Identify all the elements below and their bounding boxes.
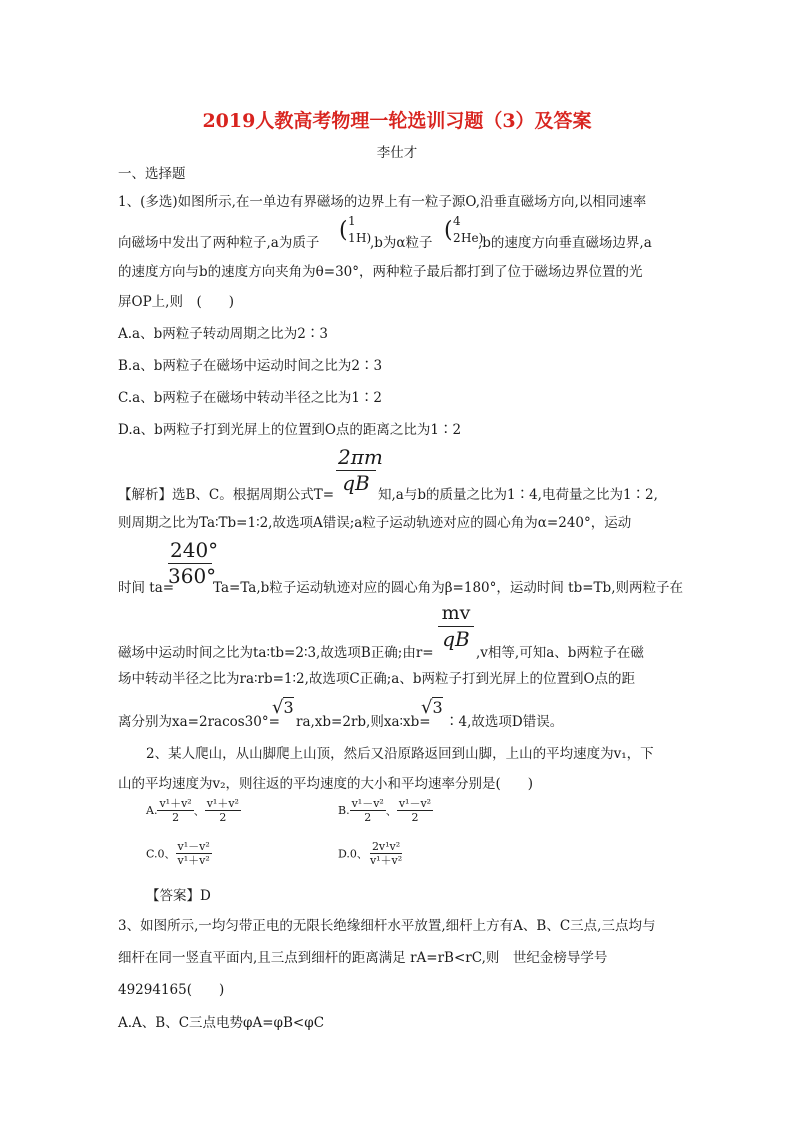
q1-line-2b: ,b为α粒子 xyxy=(370,235,433,251)
q2-option-b: B. $\frac{\text{v¹－v²}}{2}$ 、 $\frac{\text{v¹－v²}}{2}$ xyxy=(338,797,432,824)
q1-option-c: C.a、b两粒子在磁场中转动半径之比为1∶2 xyxy=(118,390,383,406)
q1-line-1: 1、(多选)如图所示,在一单边有界磁场的边界上有一粒子源O,沿垂直磁场方向,以相同速率 xyxy=(118,194,647,210)
element-symbol: He) xyxy=(461,231,484,245)
author-name: 李仕才 xyxy=(376,145,418,161)
q3-line-3: 49294165( ) xyxy=(118,982,225,998)
analysis-line-5: 场中转动半径之比为ra∶rb=1∶2,故选项C正确;a、b两粒子打到光屏上的位置到O点的距 xyxy=(118,671,636,687)
fraction-denominator: 360° xyxy=(168,564,217,588)
analysis-line-4a: 磁场中运动时间之比为ta∶tb=2∶3,故选项B正确;由r= xyxy=(118,645,434,661)
q1-line-4: 屏OP上,则 ( ) xyxy=(118,294,234,310)
q1-line-2a: 向磁场中发出了两种粒子,a为质子 xyxy=(118,235,320,251)
q2-option-c: C.0、 $\frac{\text{v¹－v²}}{\text{v¹＋v²}}$ xyxy=(146,840,210,867)
period-formula-fraction xyxy=(336,444,383,495)
q3-option-a: A.A、B、C三点电势φA=φB<φC xyxy=(118,1015,325,1031)
analysis-line-6c: ∶4,故选项D错误。 xyxy=(445,714,564,730)
fraction-denominator: qB xyxy=(342,471,370,495)
analysis-line-1a: 【解析】选B、C。根据周期公式T= xyxy=(118,487,335,503)
fraction-numerator: 2πm xyxy=(338,445,383,469)
q1-option-b: B.a、b两粒子在磁场中运动时间之比为2∶3 xyxy=(118,358,383,374)
sqrt-symbol: √3 xyxy=(421,697,443,718)
paren-left: ( xyxy=(339,218,348,243)
sqrt-symbol: √3 xyxy=(272,697,294,718)
analysis-line-2: 则周期之比为Ta∶Tb=1∶2,故选项A错误;a粒子运动轨迹对应的圆心角为α=240°，运动 xyxy=(118,515,632,531)
q2-answer: 【答案】D xyxy=(146,888,211,904)
q3-line-1: 3、如图所示,一均匀带正电的无限长绝缘细杆水平放置,细杆上方有A、B、C三点,三点均与 xyxy=(118,918,656,934)
q1-option-a: A.a、b两粒子转动周期之比为2∶3 xyxy=(118,326,328,342)
q3-line-2: 细杆在同一竖直平面内,且三点到细杆的距离满足 rA=rB<rC,则 世纪金榜导学号 xyxy=(118,950,608,966)
q2-option-d: D.0、 $\frac{\text{2v¹v²}}{\text{v¹＋v²}}$ xyxy=(338,840,403,867)
q1-line-3: 的速度方向与b的速度方向夹角为θ=30°，两种粒子最后都打到了位于磁场边界位置的光 xyxy=(118,264,643,280)
q1-line-2c: ,b的速度方向垂直磁场边界,a xyxy=(478,235,652,251)
analysis-line-3a: 时间 ta= xyxy=(118,580,175,596)
fraction-denominator: qB xyxy=(442,627,470,651)
q2-line-2: 山的平均速度为v₂，则往返的平均速度的大小和平均速率分别是( ) xyxy=(118,776,534,792)
page-title: 2019人教高考物理一轮选训习题（3）及答案 xyxy=(202,110,592,132)
mass-number: 4 xyxy=(453,214,461,228)
analysis-line-6a: 离分别为xa=2racos30°= xyxy=(118,714,280,730)
fraction-numerator: 240° xyxy=(170,538,219,562)
paren-left: ( xyxy=(444,218,453,243)
analysis-line-6b: ra,xb=2rb,则xa∶xb= xyxy=(296,714,431,730)
section-heading: 一、选择题 xyxy=(118,166,186,182)
analysis-line-3b: Ta=Ta,b粒子运动轨迹对应的圆心角为β=180°，运动时间 tb=Tb,则两粒子在 xyxy=(213,580,683,596)
fraction-numerator: mv xyxy=(441,602,471,624)
time-ratio-fraction xyxy=(168,537,219,588)
charge-number: 2 xyxy=(453,231,461,245)
analysis-line-1b: 知,a与b的质量之比为1∶4,电荷量之比为1∶2, xyxy=(378,487,658,503)
analysis-line-4b: ,v相等,可知a、b两粒子在磁 xyxy=(476,645,644,661)
q2-option-a: A. $\frac{\text{v¹＋v²}}{2}$ 、 $\frac{\text{v¹＋v²}}{2}$ xyxy=(146,797,239,824)
mass-number: 1 xyxy=(348,214,356,228)
element-symbol: H) xyxy=(356,231,372,245)
q1-option-d: D.a、b两粒子打到光屏上的位置到O点的距离之比为1∶2 xyxy=(118,422,462,438)
charge-number: 1 xyxy=(348,231,356,245)
q2-line-1: 2、某人爬山，从山脚爬上山顶，然后又沿原路返回到山脚，上山的平均速度为v₁，下 xyxy=(146,746,654,762)
radius-formula-fraction xyxy=(438,600,474,651)
